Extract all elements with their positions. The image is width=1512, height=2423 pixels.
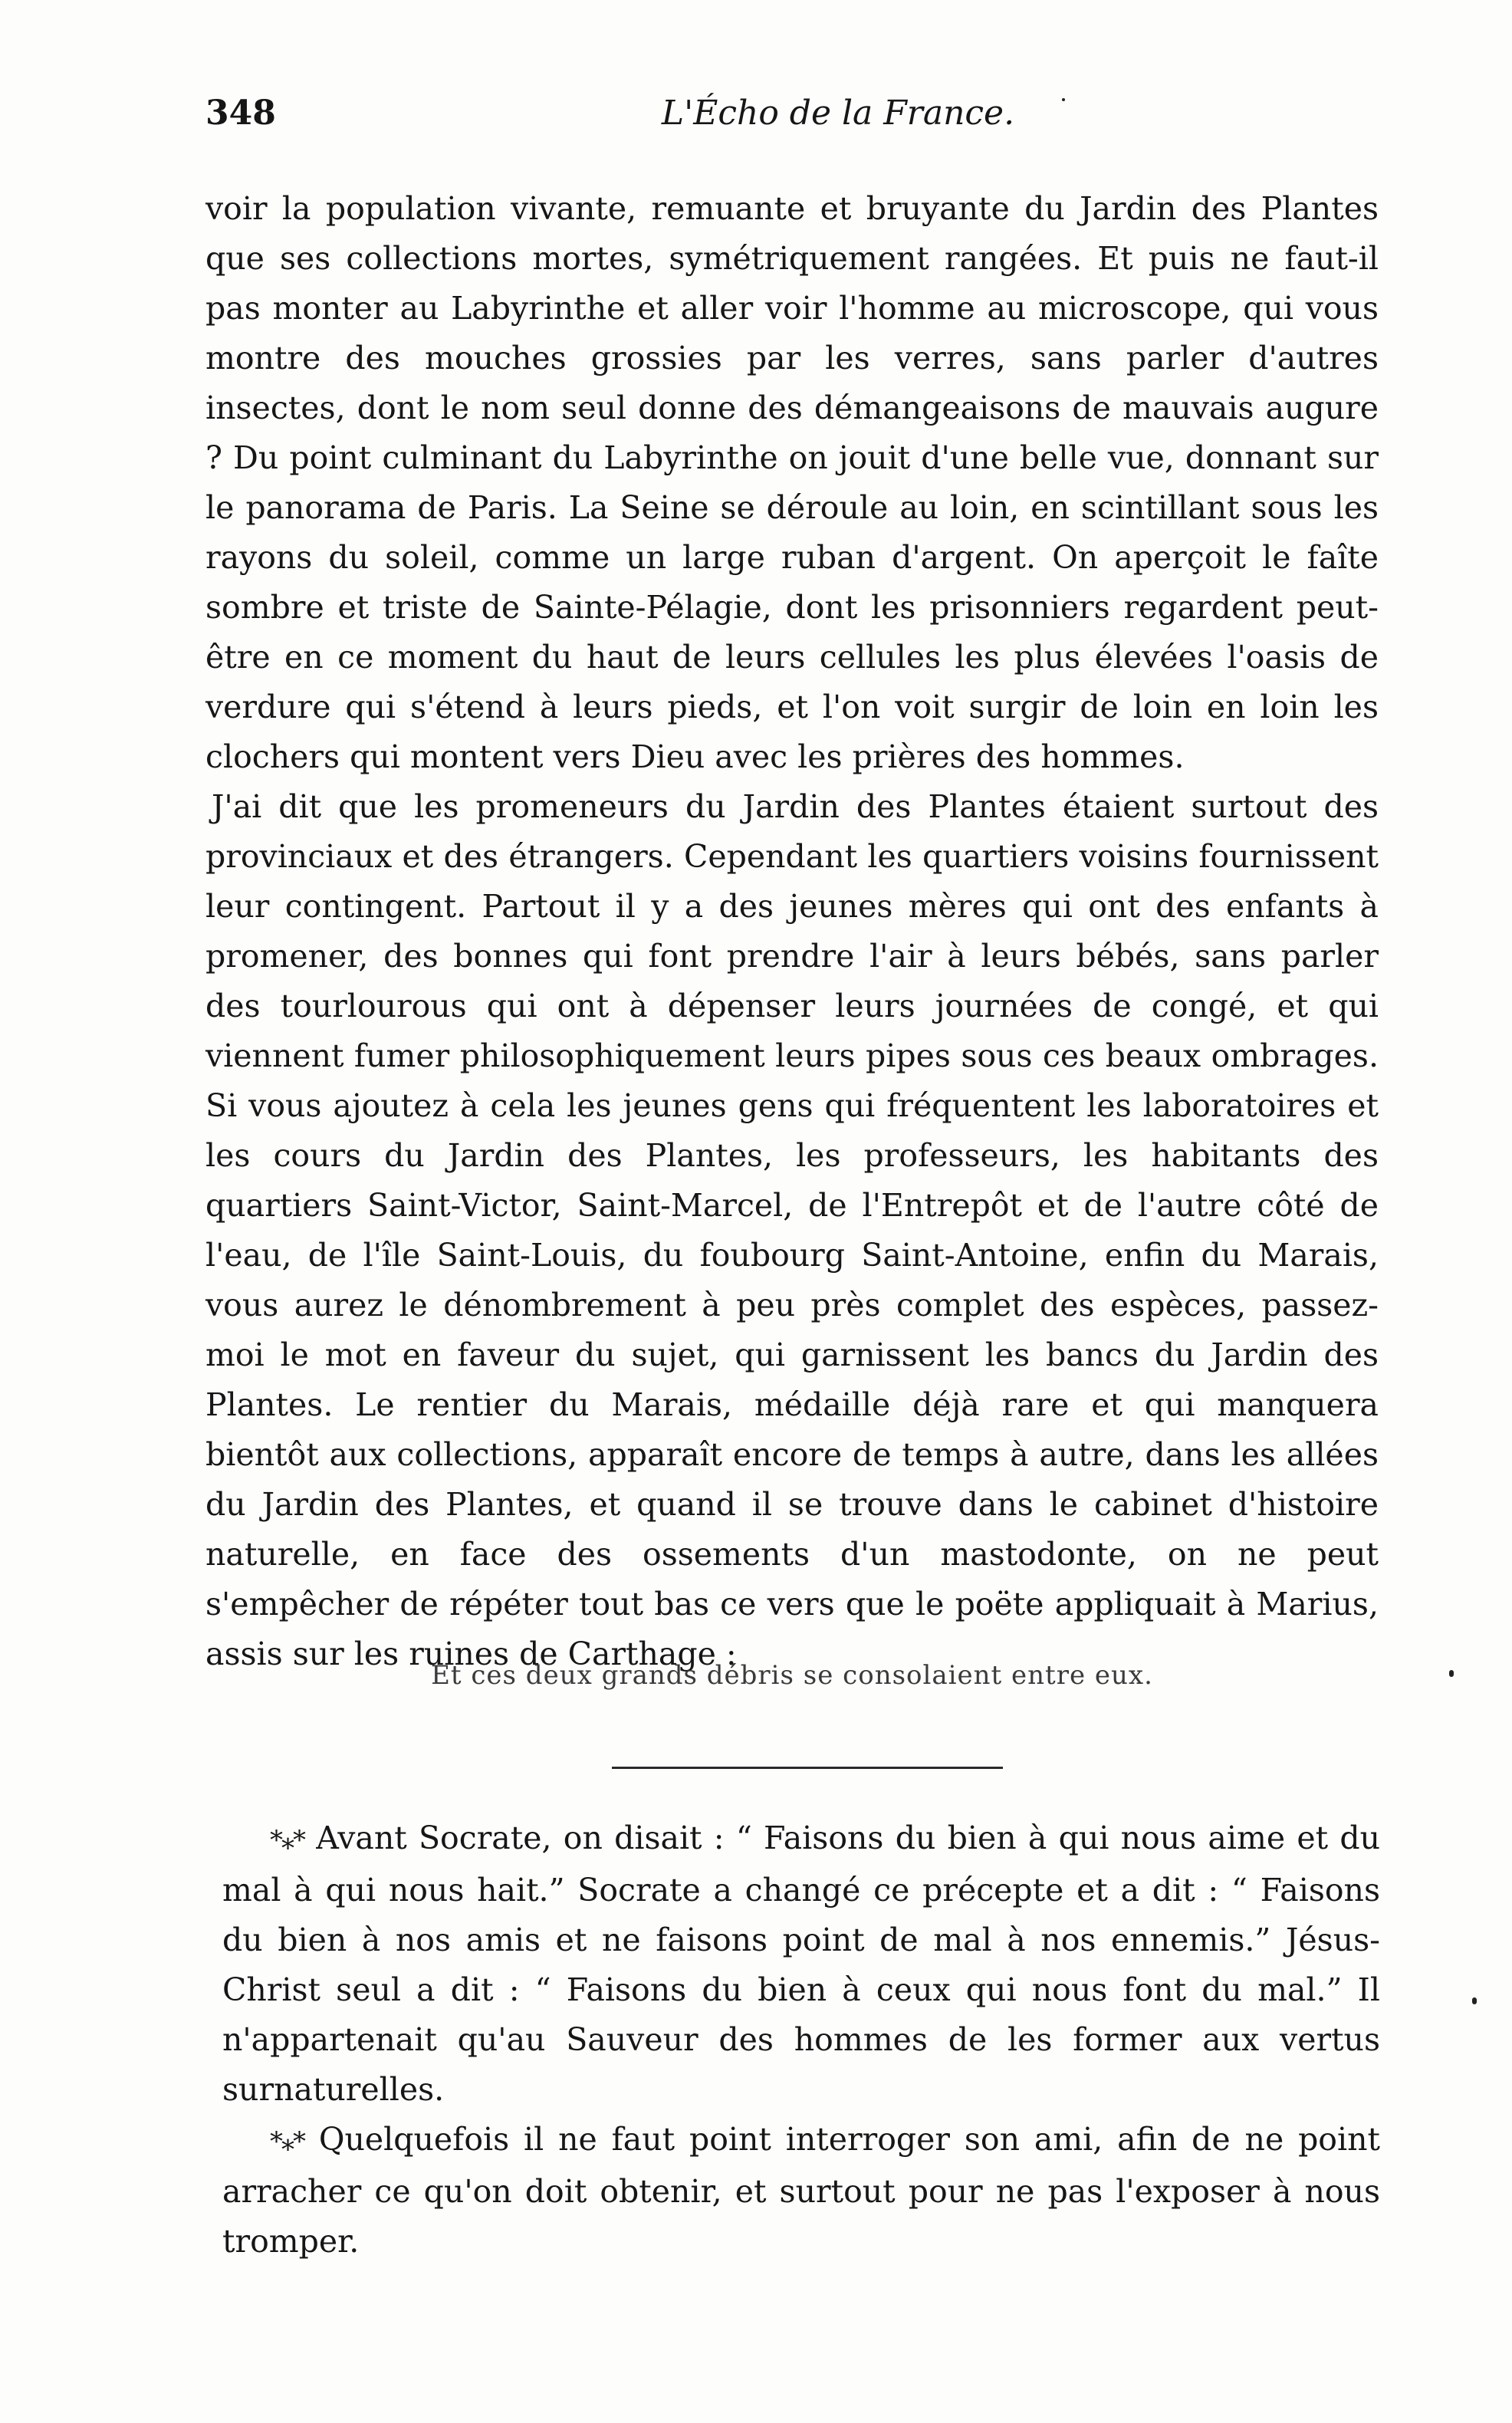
asterism-marker: *⁎* [270,2126,304,2157]
maxim [222,2115,1380,2267]
ink-speck [1472,1997,1477,2004]
paragraph: voir la population vivante, remuante et bruyante du Jardin des Plantes que ses collections mortes, symétriquement rangées. Et puis ne faut-il pas monter au Labyrinthe et aller voir l'homme au microscope, qui vous montre des mouches grossies par les verres, sans parler d'autres insectes, dont le nom seul donne des démangeaisons de mauvais augure ? Du point culminant du Labyrinthe on jouit d'une belle vue, donnant sur le panorama de Paris. La Seine se déroule au loin, en scintillant sous les rayons du soleil, comme un large ruban d'argent. On aperçoit le faîte sombre et triste de Sainte-Pélagie, dont les prisonniers regardent peut-être en ce moment du haut de leurs cellules les plus élevées l'oasis de verdure qui s'étend à leurs pieds, et l'on voit surgir de loin en loin les clochers qui montent vers Dieu avec les prières des hommes. [205,190,1379,775]
maxims-section [222,1813,1380,2267]
maxim-text: Quelquefois il ne faut point interroger son ami, afin de ne point arracher ce qu'on doit obtenir, et surtout pour ne pas l'exposer à nous tromper. [222,2121,1380,2260]
ink-speck [1062,98,1065,101]
paragraph: J'ai dit que les promeneurs du Jardin des Plantes étaient surtout des provinciaux et des étrangers. Cependant les quartiers voisins fournissent leur contingent. Partout il y a des jeunes mères qui ont des enfants à promener, des bonnes qui font prendre l'air à leurs bébés, sans parler des tourlourous qui ont à dépenser leurs journées de congé, et qui viennent fumer philosophiquement leurs pipes sous ces beaux ombrages. Si vous ajoutez à cela les jeunes gens qui fréquentent les laboratoires et les cours du Jardin des Plantes, les professeurs, les habitants des quartiers Saint-Victor, Saint-Marcel, de l'Entrepôt et de l'autre côté de l'eau, de l'île Saint-Louis, du foubourg Saint-Antoine, enfin du Marais, vous aurez le dénombrement à peu près complet des espèces, passez-moi le mot en faveur du sujet, qui garnissent les bancs du Jardin des Plantes. Le rentier du Marais, médaille déjà rare et qui manquera bientôt aux collections, apparaît encore de temps à autre, dans les allées du Jardin des Plantes, et quand il se trouve dans le cabinet d'histoire naturelle, en face des ossements d'un mastodonte, on ne peut s'empêcher de répéter tout bas ce vers que le poëte appliquait à Marius, assis sur les ruines de Carthage : [205,788,1379,1672]
verse-quotation: Et ces deux grands débris se consolaient entre eux. [431,1660,1153,1691]
page-header [205,83,1379,144]
main-text [205,184,1379,1679]
ink-speck [1449,1670,1454,1677]
maxim [222,1813,1380,2115]
maxim-text: Avant Socrate, on disait : “ Faisons du bien à qui nous aime et du mal à qui nous hait.” Socrate a changé ce précepte et a dit : “ Faisons du bien à nos amis et ne faisons point de mal à nos ennemis.” Jésus-Christ seul a dit : “ Faisons du bien à ceux qui nous font du mal.” Il n'appartenait qu'au Sauveur des hommes de les former aux vertus surnaturelles. [222,1820,1380,2108]
running-title: L'Écho de la France. [661,94,1015,133]
asterism-marker: *⁎* [270,1825,304,1856]
page-number: 348 [205,94,276,133]
section-divider [612,1767,1003,1769]
